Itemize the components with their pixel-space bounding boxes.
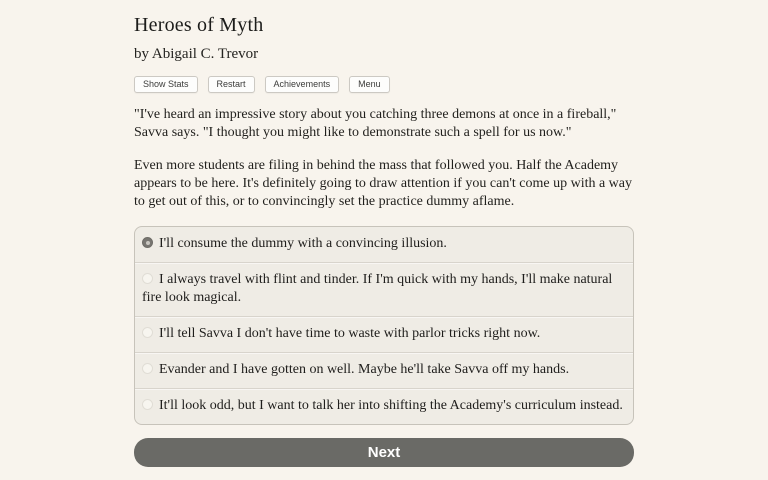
page-title: Heroes of Myth <box>134 14 264 36</box>
radio-button-icon[interactable] <box>142 363 153 374</box>
author-byline: by Abigail C. Trevor <box>134 46 259 62</box>
story-paragraph: Even more students are filing in behind the mass that followed you. Half the Academy appears to be here. It's definitely going to draw attention if you can't come up with a way to get out of this, or to convincingly set the practice dummy aflame. <box>134 158 633 209</box>
choice-option[interactable] <box>135 227 633 262</box>
choice-option[interactable] <box>135 316 633 352</box>
radio-button-icon[interactable] <box>142 399 153 410</box>
story-paragraph: "I've heard an impressive story about you catching three demons at once in a fireball," Savva says. "I thought you might like to demonstrate such a spell for us now." <box>134 107 617 140</box>
story-text <box>134 106 634 211</box>
radio-button-icon[interactable] <box>142 237 153 248</box>
show-stats-button[interactable]: Show Stats <box>134 76 198 93</box>
menu-button[interactable]: Menu <box>349 76 390 93</box>
choice-list <box>134 226 634 425</box>
choice-option[interactable] <box>135 388 633 424</box>
radio-button-icon[interactable] <box>142 327 153 338</box>
choice-option[interactable] <box>135 262 633 316</box>
content-column <box>134 0 634 467</box>
choice-label: I'll tell Savva I don't have time to waste with parlor tricks right now. <box>159 326 541 341</box>
choice-label: I always travel with flint and tinder. If I'm quick with my hands, I'll make natural fire look magical. <box>142 272 613 305</box>
choice-label: It'll look odd, but I want to talk her into shifting the Academy's curriculum instead. <box>159 398 623 413</box>
next-button[interactable]: Next <box>134 438 634 467</box>
choice-label: I'll consume the dummy with a convincing illusion. <box>159 236 447 251</box>
achievements-button[interactable]: Achievements <box>265 76 340 93</box>
toolbar <box>134 76 634 93</box>
restart-button[interactable]: Restart <box>208 76 255 93</box>
radio-button-icon[interactable] <box>142 273 153 284</box>
choice-label: Evander and I have gotten on well. Maybe he'll take Savva off my hands. <box>159 362 570 377</box>
choice-option[interactable] <box>135 352 633 388</box>
